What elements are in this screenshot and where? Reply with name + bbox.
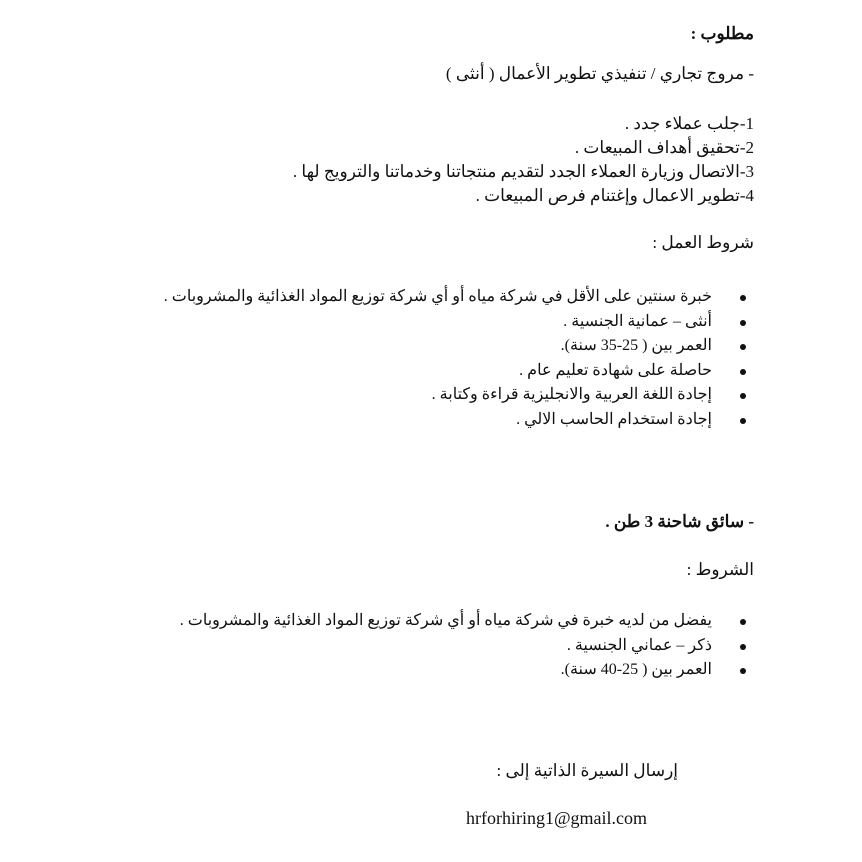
position2-conditions-list <box>180 609 754 683</box>
duty-item: 4-تطوير الاعمال وإغتنام فرص المبيعات . <box>475 186 754 205</box>
condition-item: ذكر – عماني الجنسية . <box>180 634 754 659</box>
contact-email[interactable]: hrforhiring1@gmail.com <box>466 808 648 828</box>
condition-item: إجادة اللغة العربية والانجليزية قراءة وكتابة . <box>164 383 754 408</box>
condition-item: العمر بين ( 25-40 سنة). <box>180 658 754 683</box>
contact-label: إرسال السيرة الذاتية إلى : <box>496 761 678 780</box>
duty-item: 1-جلب عملاء جدد . <box>624 114 754 133</box>
position1-conditions-list <box>164 285 754 432</box>
position2-conditions-heading: الشروط : <box>686 560 754 579</box>
condition-item: أنثى – عمانية الجنسية . <box>164 310 754 335</box>
position1-title: - مروج تجاري / تنفيذي تطوير الأعمال ( أنثى ) <box>445 64 754 83</box>
position2-title: - سائق شاحنة 3 طن . <box>605 512 754 531</box>
condition-item: إجادة استخدام الحاسب الالي . <box>164 408 754 433</box>
condition-item: حاصلة على شهادة تعليم عام . <box>164 359 754 384</box>
duty-item: 3-الاتصال وزيارة العملاء الجدد لتقديم منتجاتنا وخدماتنا والترويج لها . <box>292 162 754 181</box>
condition-item: يفضل من لديه خبرة في شركة مياه أو أي شركة توزيع المواد الغذائية والمشروبات . <box>180 609 754 634</box>
condition-item: العمر بين ( 25-35 سنة). <box>164 334 754 359</box>
wanted-heading: مطلوب : <box>690 24 754 43</box>
position1-conditions-heading: شروط العمل : <box>652 233 754 252</box>
duty-item: 2-تحقيق أهداف المبيعات . <box>574 138 754 157</box>
condition-item: خبرة سنتين على الأقل في شركة مياه أو أي شركة توزيع المواد الغذائية والمشروبات . <box>164 285 754 310</box>
